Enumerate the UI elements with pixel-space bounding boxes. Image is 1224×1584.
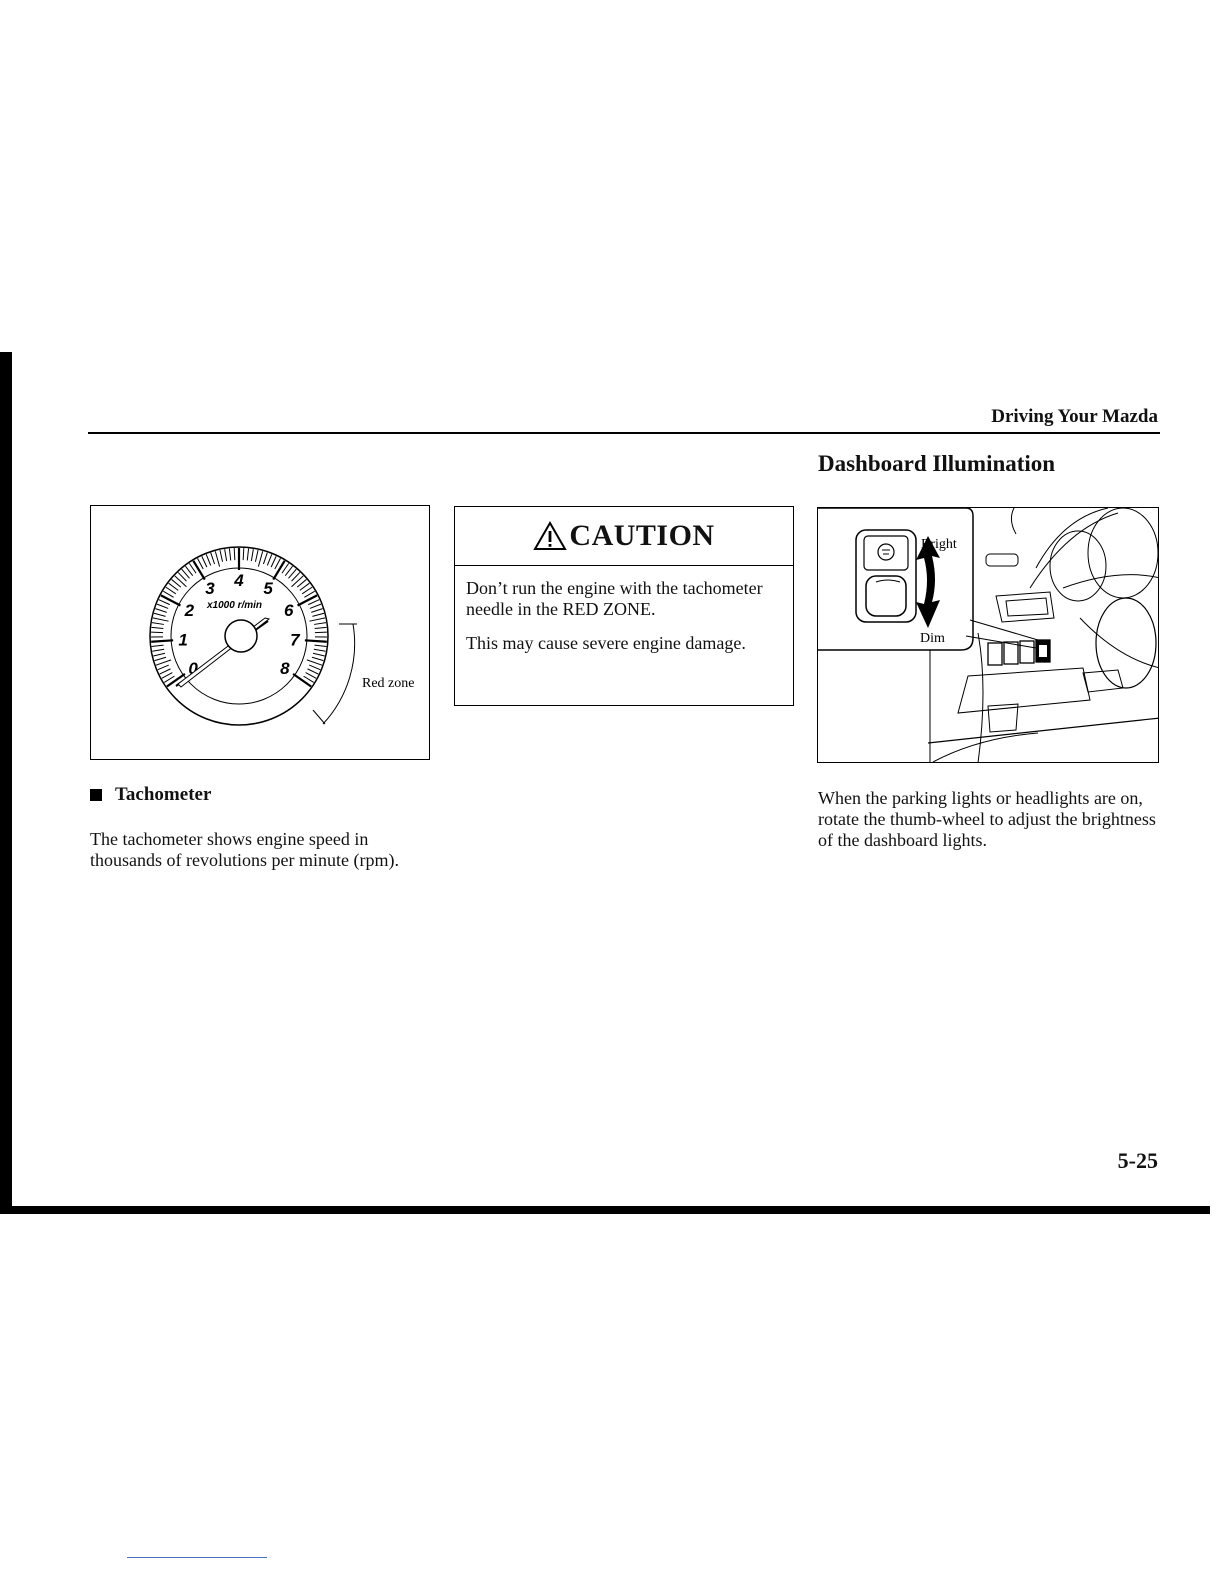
tachometer-tick (314, 645, 326, 646)
tachometer-tick (312, 657, 324, 660)
caution-title: CAUTION (569, 519, 715, 552)
dashboard-description: When the parking lights or headlights are on, rotate the thumb-wheel to adjust the brightness of the dashboard lights. (818, 788, 1156, 850)
red-zone-label: Red zone (362, 676, 415, 691)
dim-label: Dim (920, 631, 945, 646)
tachometer-tick (151, 632, 163, 633)
tachometer-tick (160, 669, 171, 674)
tachometer-tick (206, 554, 210, 565)
header-rule (88, 432, 1160, 434)
tachometer-subheading (90, 784, 211, 806)
tachometer-description: The tachometer shows engine speed in thousands of revolutions per minute (rpm). (90, 829, 399, 870)
tachometer-tick (243, 548, 244, 560)
caution-paragraph: This may cause severe engine damage. (466, 633, 746, 653)
tachometer-tick (229, 549, 230, 561)
warning-triangle-icon (533, 521, 567, 551)
tachometer-tick (151, 640, 173, 641)
tachometer-tick (215, 551, 219, 566)
tachometer-tick (220, 550, 223, 562)
tachometer-tick (247, 549, 248, 561)
tachometer-scale-number: 6 (283, 601, 294, 621)
tachometer-scale-number: 3 (205, 579, 215, 599)
tachometer-tick (154, 613, 166, 616)
tachometer-tick (211, 553, 215, 564)
tachometer-tick (157, 604, 168, 608)
tachometer-tick (158, 665, 169, 670)
red-zone-tick-bottom (313, 710, 325, 724)
tachometer-tick (308, 600, 319, 605)
tachometer-tick (202, 556, 207, 567)
tachometer-tick (251, 549, 253, 561)
tachometer-tick (152, 645, 164, 646)
tachometer-tick (309, 618, 325, 621)
tachometer-gauge-icon (91, 506, 428, 758)
tachometer-tick (151, 627, 163, 628)
bright-label: Bright (921, 537, 957, 552)
left-edge-bar (0, 352, 12, 1214)
tachometer-tick (193, 561, 204, 580)
tachometer-tick (307, 660, 322, 665)
tachometer-scale-number: 8 (280, 659, 290, 679)
tachometer-tick (312, 613, 324, 616)
tachometer-tick (234, 548, 235, 560)
tachometer-tick (310, 604, 321, 608)
tachometer-tick (161, 595, 181, 605)
tachometer-tick (302, 587, 312, 594)
tachometer-tick (267, 554, 271, 565)
caution-body (455, 566, 793, 654)
caution-title-bar (455, 507, 793, 566)
tachometer-tick (308, 669, 319, 674)
tachometer-figure (90, 505, 430, 760)
tachometer-scale-number: 4 (234, 571, 244, 590)
tachometer-tick (155, 657, 167, 660)
tachometer-tick (305, 640, 327, 641)
tachometer-tick (315, 627, 327, 628)
tachometer-tick (306, 673, 317, 679)
tachometer-scale-number: 2 (184, 601, 195, 621)
tachometer-tick (166, 587, 176, 594)
dimmer-thumbwheel-icon (818, 508, 1159, 763)
tachometer-tick (271, 556, 276, 567)
caution-box (454, 506, 794, 706)
section-header: Driving Your Mazda (991, 406, 1158, 427)
tachometer-tick (263, 553, 267, 564)
tachometer-tick (225, 549, 227, 561)
tachometer-tick (153, 618, 169, 621)
tachometer-tick (273, 561, 284, 580)
blue-underline (127, 1557, 267, 1558)
tachometer-tick (152, 649, 164, 651)
tachometer-tick (314, 649, 326, 651)
tachometer-tick (156, 660, 171, 665)
page-number: 5-25 (1117, 1148, 1158, 1173)
tachometer-tick (309, 665, 320, 670)
tachometer-unit-label: x1000 r/min (207, 600, 263, 611)
tachometer-tick (314, 623, 326, 625)
tachometer-tick (175, 576, 187, 587)
tachometer-scale-number: 0 (188, 659, 198, 679)
tachometer-tick (162, 673, 173, 679)
tachometer-tick (311, 609, 322, 613)
tachometer-tick (315, 632, 327, 633)
caution-paragraph: Don’t run the engine with the tachometer needle in the RED ZONE. (466, 578, 763, 619)
tachometer-title: Tachometer (115, 784, 212, 805)
tachometer-tick (152, 623, 164, 625)
tachometer-tick (292, 576, 304, 587)
tachometer-scale-number: 1 (178, 630, 188, 650)
needle-hub (225, 620, 257, 652)
tachometer-tick (159, 600, 170, 605)
tachometer-tick (155, 609, 166, 613)
tachometer-scale-number: 7 (290, 630, 300, 650)
dashboard-illumination-heading: Dashboard Illumination (818, 451, 1056, 476)
tachometer-scale-number: 5 (263, 579, 273, 599)
bottom-edge-bar (0, 1206, 1210, 1214)
dashboard-illumination-figure (817, 507, 1159, 763)
tachometer-tick (298, 595, 318, 605)
tachometer-tick (293, 674, 311, 687)
tachometer-tick (153, 653, 165, 656)
tachometer-tick (255, 550, 258, 562)
tachometer-tick (258, 551, 262, 566)
bullet-square-icon (90, 789, 102, 801)
tachometer-tick (313, 653, 325, 656)
